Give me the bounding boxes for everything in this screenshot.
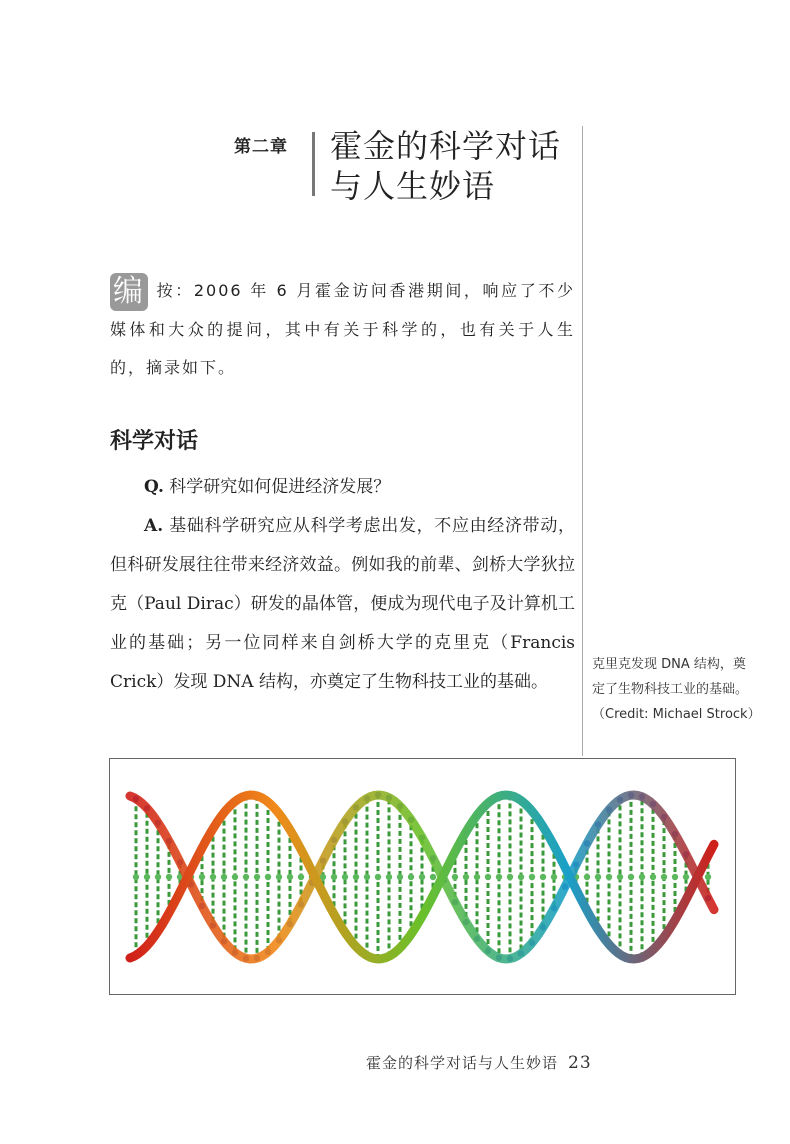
question (110, 468, 575, 507)
atom (650, 874, 656, 880)
section-heading: 科学对话 (110, 429, 199, 454)
question-marker: Q. (144, 477, 164, 497)
editor-note (110, 272, 575, 387)
atom (331, 874, 337, 880)
atom (166, 874, 172, 880)
atom (584, 874, 590, 880)
atom (254, 874, 260, 880)
atom (364, 874, 370, 880)
atom (551, 874, 557, 880)
atom (210, 874, 216, 880)
running-title: 霍金的科学对话与人生妙语 (366, 1054, 559, 1072)
atom (298, 874, 304, 880)
page-footer (366, 1052, 592, 1073)
atom (529, 874, 535, 880)
dna-figure (109, 758, 736, 995)
answer (110, 507, 575, 702)
figure-caption: 克里克发现 DNA 结构，奠定了生物科技工业的基础。（Credit: Michael Strock） (592, 657, 761, 722)
atom (375, 874, 381, 880)
chapter-title-line-2: 与人生妙语 (330, 167, 496, 205)
atom (474, 874, 480, 880)
page-number: 23 (568, 1053, 592, 1073)
qa-block (110, 468, 575, 702)
atom (221, 874, 227, 880)
atom (606, 874, 612, 880)
atom (518, 874, 524, 880)
atom (452, 874, 458, 880)
atom (232, 874, 238, 880)
dna-double-helix-image (110, 759, 735, 994)
atom (628, 874, 634, 880)
atom (463, 874, 469, 880)
atom (287, 874, 293, 880)
editor-note-text: 按：2006 年 6 月霍金访问香港期间，响应了不少媒体和大众的提问，其中有关于科学的，也有关于人生的，摘录如下。 (110, 281, 575, 377)
atom (342, 874, 348, 880)
answer-text: 基础科学研究应从科学考虑出发，不应由经济带动，但科研发展往往带来经济效益。例如我的前辈、剑桥大学狄拉克（Paul Dirac）研发的晶体管，便成为现代电子及计算机工业的基础；另一位同样来自剑桥大学的克里克（Francis Crick）发现 DNA 结构，亦奠定了生物科技工业的基础。 (110, 516, 575, 692)
atom (617, 874, 623, 880)
answer-marker: A. (144, 516, 164, 536)
atom (496, 874, 502, 880)
atom (243, 874, 249, 880)
atom (540, 874, 546, 880)
chapter-title (330, 126, 561, 206)
atom (672, 874, 678, 880)
atom (705, 874, 711, 880)
atom (199, 874, 205, 880)
atom (639, 874, 645, 880)
atom (683, 874, 689, 880)
question-text: 科学研究如何促进经济发展？ (169, 477, 391, 497)
atom (265, 874, 271, 880)
chapter-label: 第二章 (234, 137, 288, 157)
atom (430, 874, 436, 880)
atom (144, 874, 150, 880)
atom (133, 874, 139, 880)
atom (386, 874, 392, 880)
margin-rule (582, 126, 583, 756)
atom (507, 874, 513, 880)
atom (485, 874, 491, 880)
atom (595, 874, 601, 880)
atom (408, 874, 414, 880)
atom (397, 874, 403, 880)
editor-note-badge: 编 (110, 273, 148, 311)
atom (155, 874, 161, 880)
atom (661, 874, 667, 880)
atom (419, 874, 425, 880)
atom (276, 874, 282, 880)
atom (353, 874, 359, 880)
title-divider (312, 132, 315, 196)
chapter-title-line-1: 霍金的科学对话 (330, 127, 562, 165)
